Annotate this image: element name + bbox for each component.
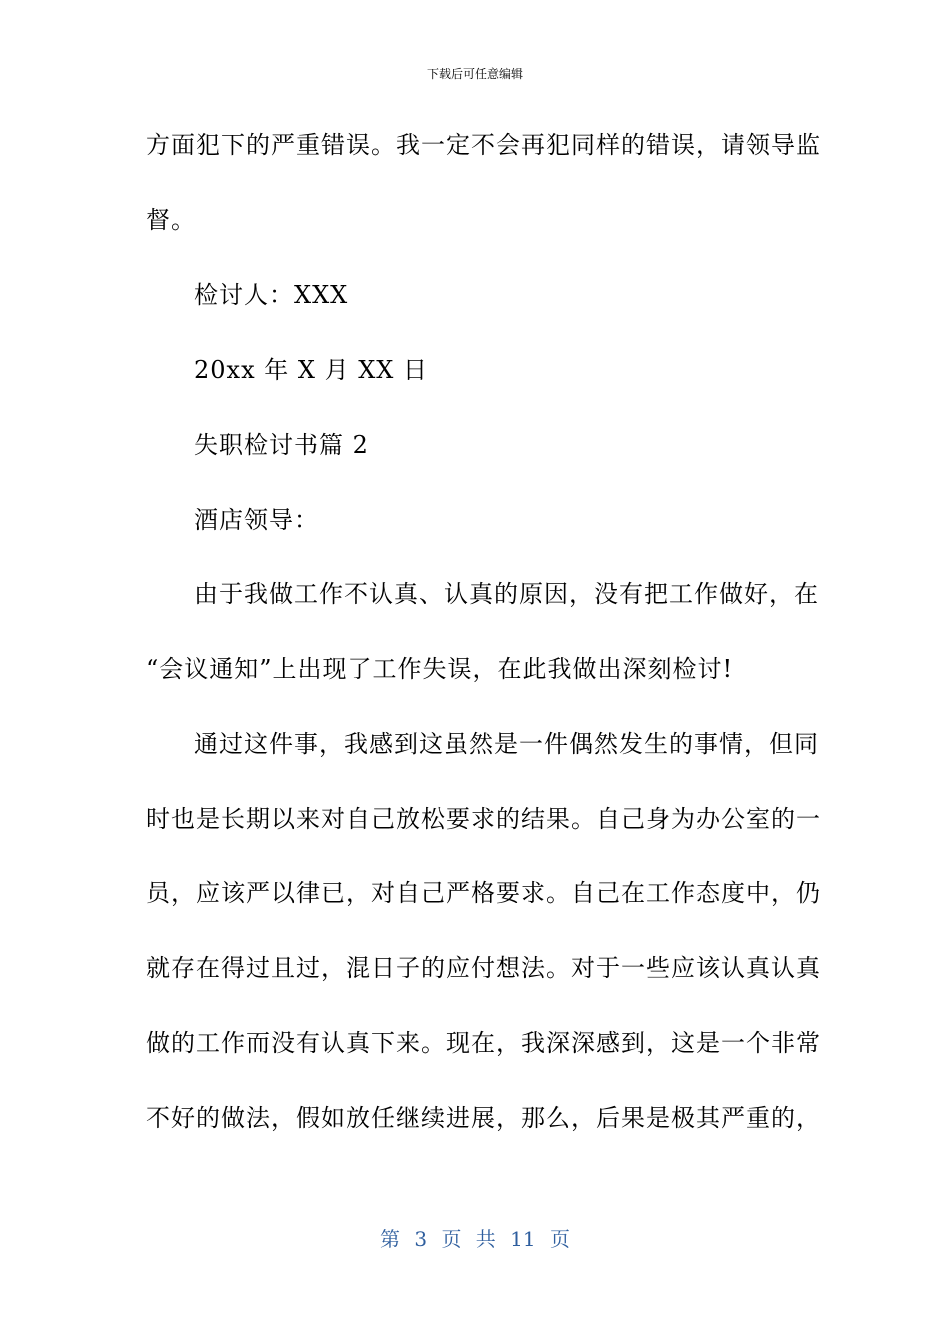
body-line-14: 不好的做法，假如放任继续进展，那么，后果是极其严重的， — [146, 1104, 821, 1132]
section-title: 失职检讨书篇 2 — [194, 431, 369, 459]
date-line: 20xx 年 X 月 XX 日 — [194, 356, 429, 384]
signature-line: 检讨人：XXX — [194, 281, 349, 309]
body-line-9: 通过这件事，我感到这虽然是一件偶然发生的事情，但同 — [194, 730, 819, 758]
body-line-7: 由于我做工作不认真、认真的原因，没有把工作做好，在 — [194, 580, 819, 608]
body-line-11: 员，应该严以律已，对自己严格要求。自己在工作态度中，仍 — [146, 879, 821, 907]
salutation: 酒店领导： — [194, 506, 319, 534]
body-line-8: “会议通知”上出现了工作失误，在此我做出深刻检讨! — [146, 655, 734, 683]
body-line-1: 方面犯下的严重错误。我一定不会再犯同样的错误，请领导监 — [146, 131, 821, 159]
body-line-2: 督。 — [146, 206, 196, 234]
page-header: 下载后可任意编辑 — [426, 67, 523, 81]
page-number: 第 3 页 共 11 页 — [380, 1227, 570, 1251]
body-line-12: 就存在得过且过，混日子的应付想法。对于一些应该认真认真 — [146, 954, 821, 982]
body-line-10: 时也是长期以来对自己放松要求的结果。自己身为办公室的一 — [146, 805, 821, 833]
body-line-13: 做的工作而没有认真下来。现在，我深深感到，这是一个非常 — [146, 1029, 821, 1057]
